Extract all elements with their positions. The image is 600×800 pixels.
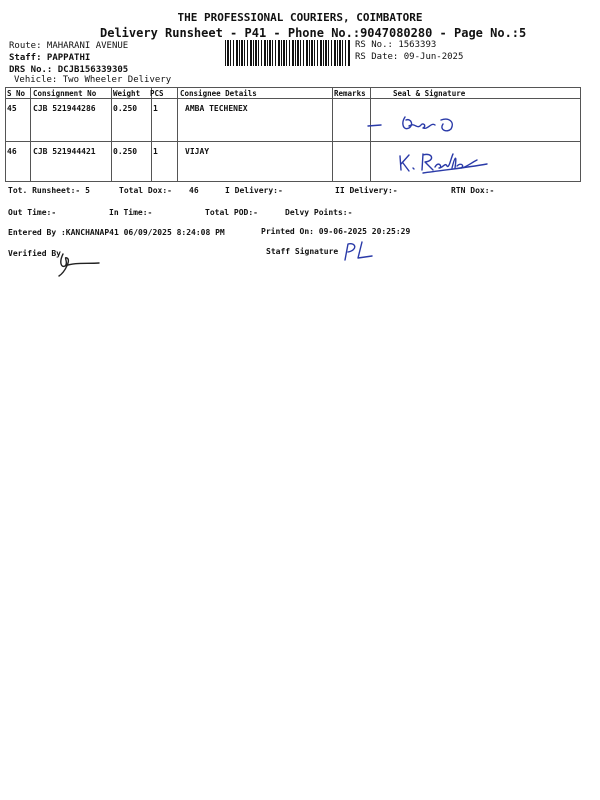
rs-date: RS Date: 09-Jun-2025 [355, 52, 464, 62]
route-label: Route: MAHARANI AVENUE [9, 41, 129, 51]
row-sno: 46 [7, 147, 17, 156]
barcode [225, 40, 350, 66]
printed-on: Printed On: 09-06-2025 20:25:29 [261, 227, 411, 236]
row-weight: 0.250 [113, 104, 138, 113]
col-header-seal-signature: Seal & Signature [393, 89, 466, 98]
out-time: Out Time:- [8, 208, 57, 217]
row-weight: 0.250 [113, 147, 138, 156]
row-consignee: AMBA TECHENEX [185, 104, 248, 113]
ii-delivery: II Delivery:- [335, 186, 398, 195]
total-pod: Total POD:- [205, 208, 258, 217]
rtn-dox: RTN Dox:- [451, 186, 495, 195]
vehicle-label: Vehicle: Two Wheeler Delivery [14, 75, 172, 85]
row-pcs: 1 [153, 147, 158, 156]
col-header-sno: S No [7, 89, 26, 98]
verified-by-label: Verified By [8, 249, 61, 258]
rs-number: RS No.: 1563393 [355, 40, 437, 50]
row-pcs: 1 [153, 104, 158, 113]
total-runsheet: Tot. Runsheet:- 5 [8, 186, 90, 195]
col-header-consignment: Consignment No [33, 89, 97, 98]
staff-label: Staff: PAPPATHI [9, 53, 91, 63]
col-header-weight: Weight [113, 89, 141, 98]
delivery-points: Delvy Points:- [285, 208, 353, 217]
row-sno: 45 [7, 104, 17, 113]
handwritten-signature-row2 [395, 146, 495, 176]
col-header-consignee: Consignee Details [180, 89, 257, 98]
col-header-remarks: Remarks [334, 89, 366, 98]
company-title: THE PROFESSIONAL COURIERS, COIMBATORE [177, 11, 423, 24]
row-consignment: CJB 521944421 [33, 147, 96, 156]
col-header-pcs: PCS [150, 89, 164, 98]
handwritten-signature-row1 [365, 108, 465, 138]
row-consignment: CJB 521944286 [33, 104, 96, 113]
runsheet-subtitle: Delivery Runsheet - P41 - Phone No.:9047080280 - Page No.:5 [100, 26, 527, 40]
verified-by-signature [55, 248, 105, 280]
i-delivery: I Delivery:- [225, 186, 283, 195]
staff-signature [340, 240, 380, 264]
staff-signature-label: Staff Signature [266, 247, 339, 256]
total-dox-value: 46 [189, 186, 199, 195]
total-dox-label: Total Dox:- [119, 186, 172, 195]
row-consignee: VIJAY [185, 147, 210, 156]
entered-by: Entered By :KANCHANAP41 06/09/2025 8:24:08 PM [8, 228, 225, 237]
drs-number: DRS No.: DCJB156339305 [9, 65, 129, 75]
in-time: In Time:- [109, 208, 153, 217]
